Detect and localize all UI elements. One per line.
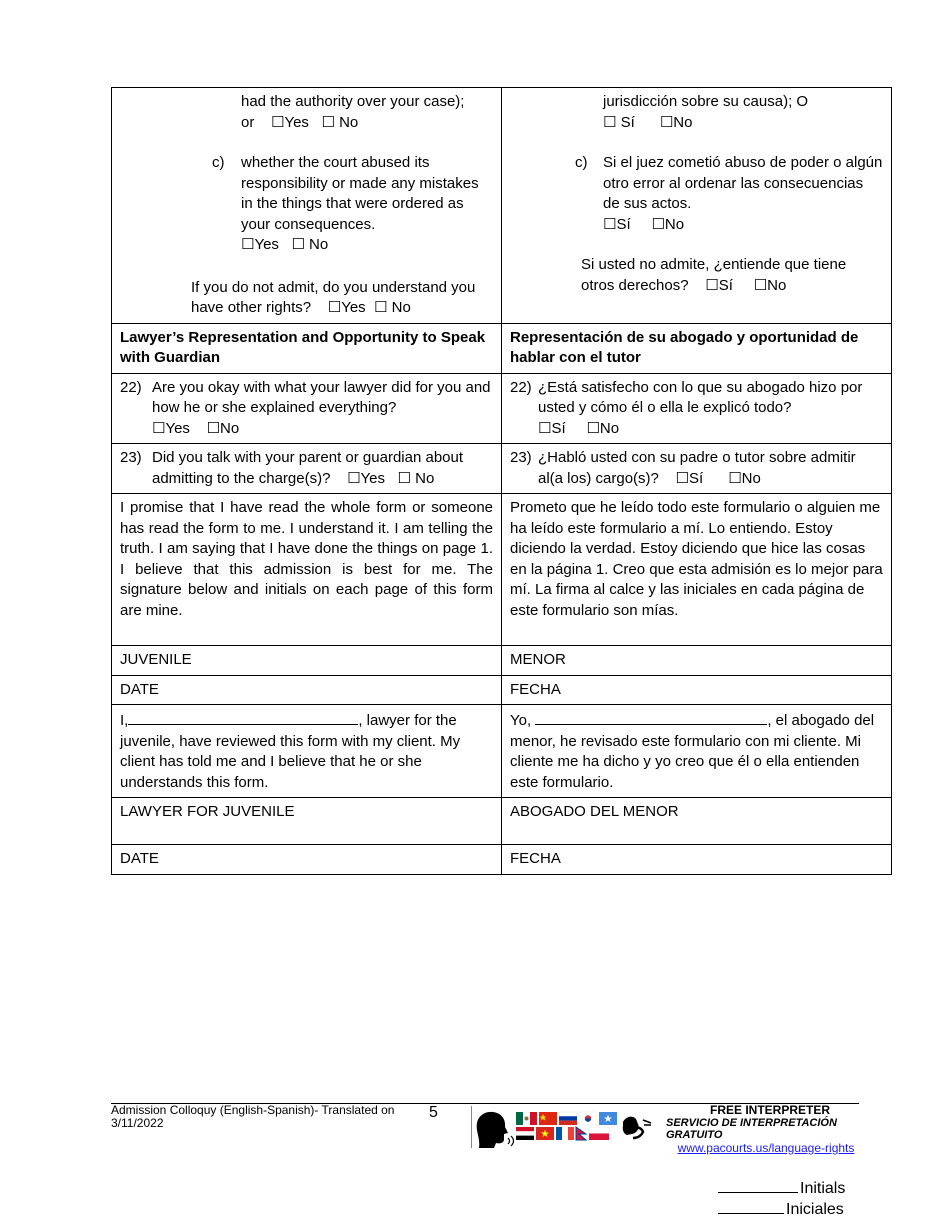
flag-korea-icon (579, 1112, 597, 1125)
fecha-label: FECHA (502, 675, 892, 705)
es-q22-cell: 22) ¿Está satisfecho con lo que su abogado hizo por usted y cómo él o ella le explicó todo? ☐Sí ☐No (502, 373, 892, 444)
table-row (112, 705, 892, 798)
es-other-rights: Si usted no admite, ¿entiende que tiene otros derechos? ☐Sí ☐No (581, 256, 847, 294)
es-rights-cell (502, 88, 892, 324)
si-checkbox[interactable]: ☐Sí (675, 469, 704, 487)
fecha-label: FECHA (502, 845, 892, 875)
date-label: DATE (112, 845, 502, 875)
iniciales-field: Iniciales (718, 1199, 844, 1219)
table-row (112, 845, 892, 875)
es-promise: Prometo que he leído todo este formulario o alguien me ha leído este formulario a mí. Lo entiendo. Estoy diciendo la verdad. Estoy diciendo que hice las cosas en la página 1. Creo que esta admisión es lo mejor para mí. La firma al calce y las iniciales en cada página de este formulario son mías. (502, 494, 892, 646)
no-checkbox[interactable]: ☐No (651, 215, 685, 233)
en-q23-cell: 23) Did you talk with your parent or guardian about admitting to the charge(s)? ☐Yes ☐ No (112, 444, 502, 494)
interpreter-title: FREE INTERPRETER (709, 1103, 830, 1117)
table-row (112, 88, 892, 324)
menor-signature-label: MENOR (502, 646, 892, 676)
yes-checkbox[interactable]: ☐Yes (152, 419, 190, 437)
en-q22-cell: 22) Are you okay with what your lawyer did for you and how he or she explained everything? ☐Yes ☐No (112, 373, 502, 444)
table-row (112, 646, 892, 676)
flag-egypt-icon (516, 1127, 534, 1140)
juvenile-signature-label: JUVENILE (112, 646, 502, 676)
no-checkbox[interactable]: ☐ No (374, 299, 411, 316)
yes-checkbox[interactable]: ☐Yes (241, 236, 279, 253)
flag-somalia-icon (599, 1112, 617, 1125)
no-checkbox[interactable]: ☐No (753, 276, 787, 294)
no-checkbox[interactable]: ☐ No (397, 469, 435, 487)
en-lawyer-statement: I, , lawyer for the juvenile, have reviewed this form with my client. My client has told me and I believe that he or she understands this form. (112, 705, 502, 798)
flag-poland-icon (589, 1127, 609, 1140)
table-row (112, 675, 892, 705)
lawyer-signature-label: LAWYER FOR JUVENILE (112, 798, 502, 845)
si-checkbox[interactable]: ☐Sí (603, 215, 631, 233)
es-item-c: c) Si el juez cometió abuso de poder o algún otro error al ordenar las consecuencias de sus actos. ☐Sí ☐No (575, 154, 883, 233)
interpreter-notice (666, 1104, 858, 1155)
si-checkbox[interactable]: ☐Sí (538, 419, 566, 437)
no-checkbox[interactable]: ☐No (206, 419, 240, 437)
table-row (112, 798, 892, 845)
si-checkbox[interactable]: ☐Sí (705, 276, 733, 294)
interpreter-flags-icon (473, 1108, 663, 1148)
no-checkbox[interactable]: ☐ No (291, 236, 329, 253)
sign-language-icon (623, 1117, 651, 1138)
en-section-title: Lawyer’s Representation and Opportunity to Speak with Guardian (112, 323, 502, 373)
form-table (111, 87, 892, 875)
yes-checkbox[interactable]: ☐Yes (271, 113, 309, 131)
flag-vietnam-icon (536, 1127, 554, 1140)
initials-field: Initials (718, 1178, 845, 1198)
speaking-head-icon (477, 1112, 508, 1148)
table-row (112, 373, 892, 444)
es-section-title: Representación de su abogado y oportunidad de hablar con el tutor (502, 323, 892, 373)
language-rights-link[interactable]: www.pacourts.us/language-rights (677, 1140, 855, 1155)
table-row (112, 494, 892, 646)
no-checkbox[interactable]: ☐No (728, 469, 761, 487)
interpreter-title-es: SERVICIO DE INTERPRETACIÓN GRATUITO (666, 1116, 837, 1141)
footer-separator (471, 1106, 472, 1148)
yes-checkbox[interactable]: ☐Yes (327, 299, 366, 316)
page-number: 5 (429, 1104, 438, 1121)
flag-france-icon (556, 1127, 574, 1140)
flag-mexico-icon (516, 1112, 537, 1125)
no-checkbox[interactable]: ☐No (659, 113, 693, 131)
table-row (112, 323, 892, 373)
iniciales-input[interactable] (718, 1199, 784, 1214)
flag-nepal-icon (576, 1127, 586, 1140)
en-rights-cell (112, 88, 502, 324)
es-lawyer-statement: Yo, , el abogado del menor, he revisado este formulario con mi cliente. Mi cliente me ha dicho y yo creo que él o ella entienden este formulario. (502, 705, 892, 798)
en-other-rights: If you do not admit, do you understand you have other rights? ☐Yes ☐ No (191, 278, 476, 316)
flag-china-icon (539, 1112, 557, 1125)
yes-checkbox[interactable]: ☐Yes (347, 469, 386, 487)
es-q23-cell: 23) ¿Habló usted con su padre o tutor sobre admitir al(a los) cargo(s)? ☐Sí ☐No (502, 444, 892, 494)
es-item-b-cont: jurisdicción sobre su causa); O ☐ Sí ☐No (603, 93, 809, 131)
lawyer-name-field[interactable] (128, 709, 358, 725)
no-checkbox[interactable]: ☐ No (321, 113, 359, 131)
table-row (112, 444, 892, 494)
si-checkbox[interactable]: ☐ Sí (603, 113, 635, 131)
abogado-signature-label: ABOGADO DEL MENOR (502, 798, 892, 845)
initials-input[interactable] (718, 1178, 798, 1193)
form-name: Admission Colloquy (English-Spanish)- Translated on 3/11/2022 (111, 1103, 395, 1130)
no-checkbox[interactable]: ☐No (586, 419, 620, 437)
en-item-c: c) whether the court abused its responsibility or made any mistakes in the things that were ordered as your consequences. ☐Yes ☐ No (212, 154, 479, 253)
date-label: DATE (112, 675, 502, 705)
en-item-b-cont: had the authority over your case); or ☐Yes ☐ No (241, 93, 465, 131)
flag-russia-icon (559, 1112, 577, 1125)
abogado-name-field[interactable] (535, 709, 767, 725)
en-promise: I promise that I have read the whole form or someone has read the form to me. I understand it. I am telling the truth. I am saying that I have done the things on page 1. I believe that this admission is best for me. The signature below and initials on each page of this form are mine. (112, 494, 502, 646)
